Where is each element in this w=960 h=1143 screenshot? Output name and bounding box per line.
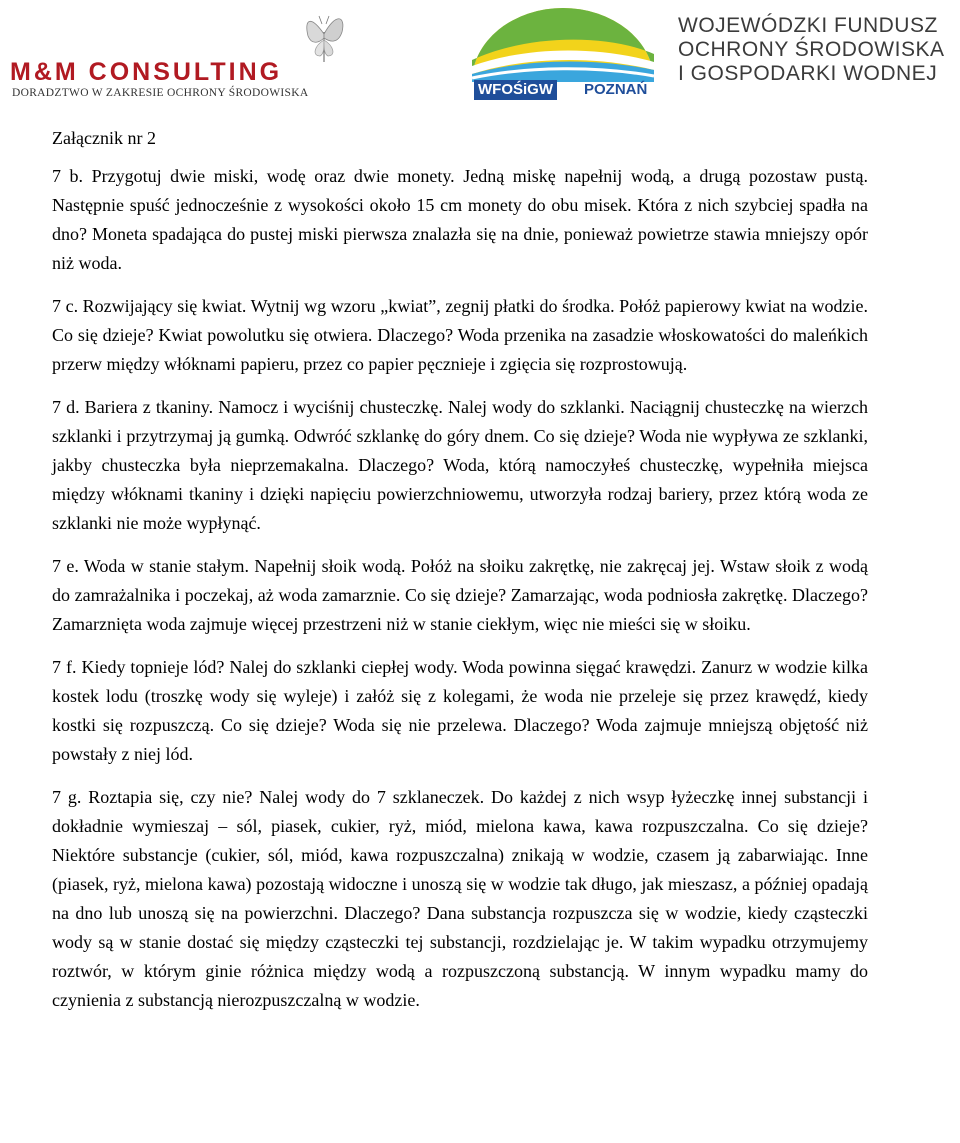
page-header <box>0 0 960 110</box>
butterfly-icon <box>302 12 346 64</box>
mm-consulting-logo <box>10 12 340 102</box>
document-body <box>52 124 868 1029</box>
paragraph-7c: 7 c. Rozwijający się kwiat. Wytnij wg wzoru „kwiat”, zegnij płatki do środka. Połóż papierowy kwiat na wodzie. Co się dzieje? Kwiat powolutku się otwiera. Dlaczego? Woda przenika na zasadzie włoskowatości do maleńkich przerw między włóknami papieru, przez co papier pęcznieje i zgięcia się rozprostowują. <box>52 296 868 374</box>
wfosigw-title <box>678 14 944 86</box>
wfosigw-title-line: WOJEWÓDZKI FUNDUSZ <box>678 14 938 37</box>
paragraph-7b: 7 b. Przygotuj dwie miski, wodę oraz dwie monety. Jedną miskę napełnij wodą, a drugą pozostaw pustą. Następnie spuść jednocześnie z wysokości około 15 cm monety do obu misek. Która z nich szybciej spadła na dno? Moneta spadająca do pustej miski pierwsza znalazła się na dnie, ponieważ powietrze stawia mniejszy opór niż woda. <box>52 166 868 273</box>
paragraph-7e: 7 e. Woda w stanie stałym. Napełnij słoik wodą. Połóż na słoiku zakrętkę, nie zakręcaj jej. Wstaw słoik z wodą do zamrażalnika i poczekaj, aż woda zamarznie. Co się dzieje? Zamarzając, woda podniosła zakrętkę. Dlaczego? Zamarznięta woda zajmuje więcej przestrzeni niż w stanie ciekłym, więc nie mieści się w słoiku. <box>52 556 868 634</box>
wfosigw-label: WFOŚiGW <box>474 80 557 100</box>
attachment-heading: Załącznik nr 2 <box>52 128 156 148</box>
mm-logo-wordmark: M&M CONSULTING <box>10 58 283 86</box>
paragraph-7f: 7 f. Kiedy topnieje lód? Nalej do szklanki ciepłej wody. Woda powinna sięgać krawędzi. Zanurz w wodzie kilka kostek lodu (troszkę wody się wyleje) i załóż się z kolegami, że woda nie przeleje się przez krawędź, kiedy kostki się rozpuszczą. Co się dzieje? Woda się nie przelewa. Dlaczego? Woda zajmuje mniejszą objętość niż powstały z niej lód. <box>52 657 868 764</box>
paragraph-7d: 7 d. Bariera z tkaniny. Namocz i wyciśnij chusteczkę. Nalej wody do szklanki. Naciągnij chusteczkę na wierzch szklanki i przytrzymaj ją gumką. Odwróć szklankę do góry dnem. Co się dzieje? Woda nie wypływa ze szklanki, jakby chusteczka była nieprzemakalna. Dlaczego? Woda, którą namoczyłeś chusteczkę, wypełniła miejsca między włóknami tkaniny i dzięki napięciu powierzchniowemu, utworzyła rodzaj bariery, przez którą woda ze szklanki nie może wypłynąć. <box>52 397 868 533</box>
mm-logo-tagline: DORADZTWO W ZAKRESIE OCHRONY ŚRODOWISKA <box>12 87 309 99</box>
paragraph-7g: 7 g. Roztapia się, czy nie? Nalej wody do 7 szklaneczek. Do każdej z nich wsyp łyżeczkę innej substancji i dokładnie wymieszaj – sól, piasek, cukier, ryż, miód, mielona kawa, kawa rozpuszczalna. Co się dzieje? Niektóre substancje (cukier, sól, miód, kawa rozpuszczalna) znikają w wodzie, czasem ją zabarwiając. Inne (piasek, ryż, mielona kawa) pozostają widoczne i unoszą się w wodzie tak długo, jak mieszasz, a później opadają na dno lub unoszą się na powierzchni. Dlaczego? Dana substancja rozpuszcza się w wodzie, kiedy cząsteczki wody są w stanie dostać się między cząsteczki tej substancji, rozdzielając je. W takim wypadku otrzymujemy roztwór, w którym ginie różnica między wodą a rozpuszczoną substancją. W innym wypadku mamy do czynienia z substancją nierozpuszczalną w wodzie. <box>52 787 868 1010</box>
wfosigw-city: POZNAŃ <box>584 81 648 98</box>
wfosigw-title-line: I GOSPODARKI WODNEJ <box>678 62 938 85</box>
wfosigw-title-line: OCHRONY ŚRODOWISKA <box>678 38 945 61</box>
